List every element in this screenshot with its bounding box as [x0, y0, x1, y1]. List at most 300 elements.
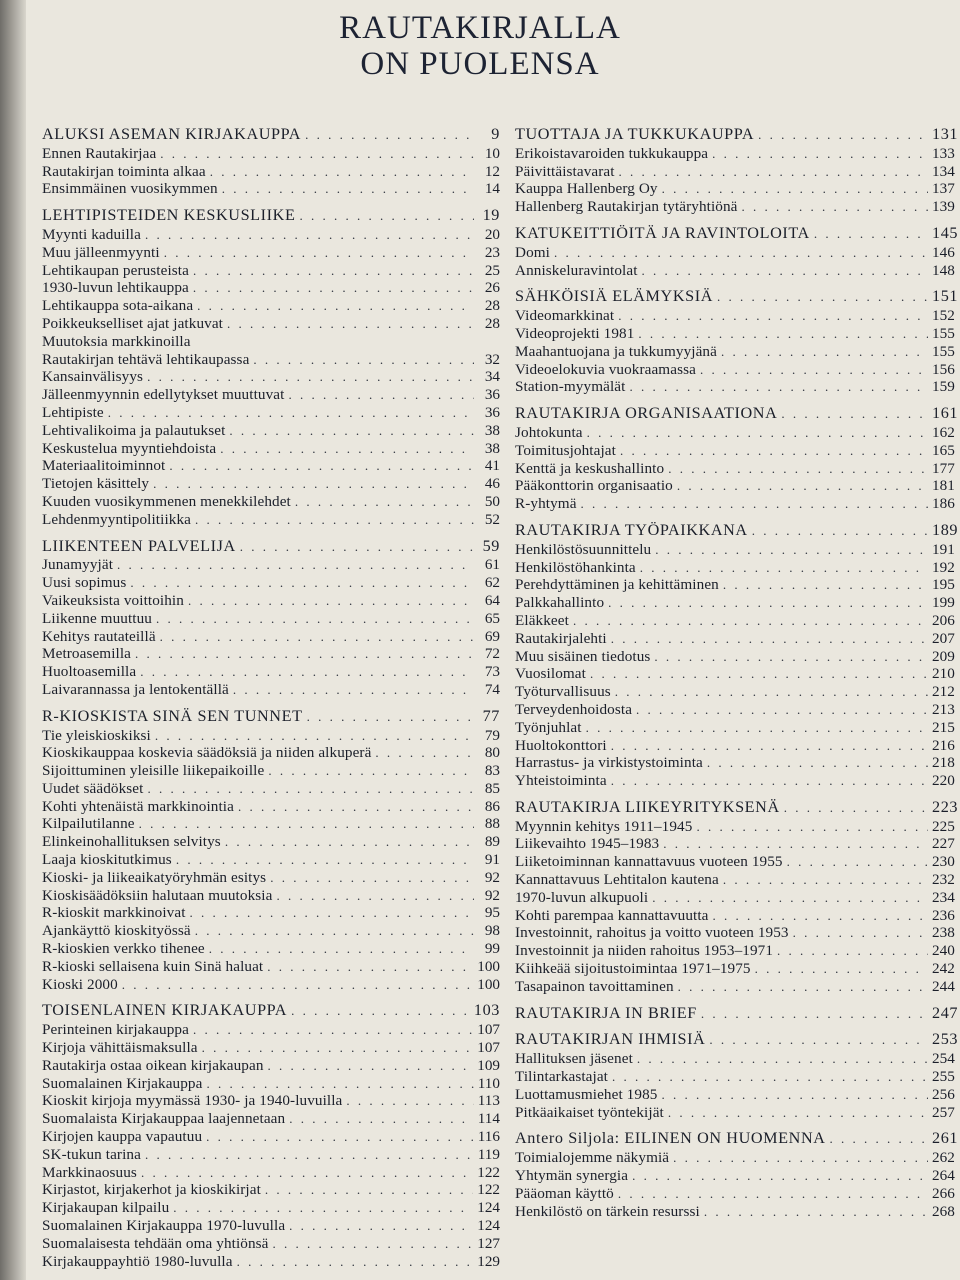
- toc-entry: [515, 198, 960, 216]
- toc-entry-label: Kirjojen kauppa vapautuu: [42, 1128, 203, 1146]
- toc-entry: [515, 665, 960, 683]
- toc-entry-label: Kilpailutilanne: [42, 815, 135, 833]
- toc-entry-page-number: 80: [484, 744, 500, 762]
- toc-entry: [515, 307, 960, 325]
- toc-entry-page-number: 212: [932, 683, 955, 701]
- toc-entry: [515, 145, 960, 163]
- toc-entry-page-number: 79: [484, 726, 500, 744]
- dot-leader: [611, 772, 928, 790]
- toc-entry-label: Kohti parempaa kannattavuutta: [515, 906, 709, 924]
- dot-leader: [652, 889, 928, 907]
- dot-leader: [145, 1146, 474, 1164]
- section-heading-label: Antero Siljola: EILINEN ON HUOMENNA: [515, 1129, 826, 1148]
- toc-entry: [515, 960, 960, 978]
- toc-entry: [42, 1057, 500, 1075]
- toc-entry: [515, 244, 960, 262]
- toc-entry: [42, 645, 500, 663]
- dot-leader: [618, 1185, 928, 1203]
- toc-entry-page-number: 256: [932, 1085, 955, 1103]
- dot-leader: [268, 1057, 474, 1075]
- toc-entry-label: Kirjakaupan kilpailu: [42, 1199, 170, 1217]
- toc-entry: [515, 1167, 960, 1185]
- toc-entry-label: SK-tukun tarina: [42, 1145, 141, 1163]
- toc-entry: [515, 180, 960, 198]
- toc-entry-page-number: 257: [932, 1103, 955, 1121]
- toc-entry-page-number: 113: [477, 1092, 500, 1110]
- toc-entry-page-number: 46: [484, 475, 500, 493]
- toc-entry: [42, 762, 500, 780]
- toc-entry-label: Maahantuojana ja tukkumyyjänä: [515, 342, 717, 360]
- toc-entry: [515, 754, 960, 772]
- toc-entry-page-number: 85: [484, 779, 500, 797]
- dot-leader: [700, 361, 928, 379]
- dot-leader: [709, 1031, 928, 1049]
- toc-entry: [515, 1149, 960, 1167]
- toc-entry-page-number: 89: [484, 833, 500, 851]
- toc-entry-label: Palkkahallinto: [515, 594, 605, 612]
- dot-leader: [784, 799, 928, 817]
- toc-entry-label: Kohti yhtenäistä markkinointia: [42, 797, 234, 815]
- section-heading-label: RAUTAKIRJAN IHMISIÄ: [515, 1030, 706, 1049]
- dot-leader: [291, 1002, 470, 1020]
- toc-entry-page-number: 181: [932, 477, 955, 495]
- toc-entry-label: Henkilöstö on tärkein resurssi: [515, 1202, 700, 1220]
- toc-entry-label: Kioskikauppaa koskevia säädöksiä ja niiden alkuperä: [42, 744, 372, 762]
- toc-entry-page-number: 107: [477, 1021, 500, 1039]
- toc-entry-page-number: 99: [484, 940, 500, 958]
- section-heading-page-number: 189: [932, 520, 959, 539]
- dot-leader: [156, 610, 474, 628]
- dot-leader: [197, 297, 474, 315]
- toc-entry-page-number: 38: [484, 421, 500, 439]
- toc-entry-label: Henkilöstösuunnittelu: [515, 540, 652, 558]
- toc-entry: [42, 262, 500, 280]
- toc-entry-page-number: 122: [477, 1181, 500, 1199]
- toc-entry: [42, 386, 500, 404]
- dot-leader: [299, 207, 474, 225]
- section-heading-label: LEHTIPISTEIDEN KESKUSLIIKE: [42, 206, 296, 225]
- toc-section: [515, 1130, 960, 1220]
- toc-entry-page-number: 109: [477, 1056, 500, 1074]
- toc-entry-page-number: 127: [477, 1234, 500, 1252]
- dot-leader: [608, 594, 928, 612]
- toc-entry: [515, 1185, 960, 1203]
- dot-leader: [206, 1128, 474, 1146]
- page-title: [0, 10, 960, 82]
- toc-entry: [42, 244, 500, 262]
- dot-leader: [723, 576, 928, 594]
- dot-leader: [305, 126, 474, 144]
- toc-entry-label: Pääoman käyttö: [515, 1184, 614, 1202]
- toc-entry: [42, 727, 500, 745]
- toc-entry-page-number: 266: [932, 1184, 955, 1202]
- toc-entry-label: R-yhtymä: [515, 495, 577, 513]
- dot-leader: [233, 681, 474, 699]
- toc-entry-page-number: 134: [932, 162, 955, 180]
- toc-entry: [42, 1217, 500, 1235]
- toc-entry: [515, 835, 960, 853]
- toc-entry-label: Laivarannassa ja lentokentällä: [42, 680, 229, 698]
- dot-leader: [618, 307, 928, 325]
- dot-leader: [701, 1005, 928, 1023]
- toc-entry: [42, 1181, 500, 1199]
- toc-entry-page-number: 73: [484, 663, 500, 681]
- section-heading-page-number: 223: [932, 797, 959, 816]
- toc-entry-page-number: 155: [932, 342, 955, 360]
- toc-section: [42, 126, 500, 198]
- toc-entry-label: Kannattavuus Lehtitalon kautena: [515, 871, 719, 889]
- toc-entry-page-number: 232: [932, 871, 955, 889]
- toc-entry: [42, 610, 500, 628]
- toc-entry: [42, 1092, 500, 1110]
- toc-entry: [42, 333, 500, 351]
- toc-entry: [515, 1203, 960, 1221]
- toc-entry-label: Investoinnit ja niiden rahoitus 1953–1971: [515, 942, 774, 960]
- toc-entry-page-number: 139: [932, 198, 955, 216]
- toc-entry-label: Eläkkeet: [515, 611, 569, 629]
- toc-entry: [515, 978, 960, 996]
- dot-leader: [108, 404, 474, 422]
- toc-entry-page-number: 52: [484, 510, 500, 528]
- toc-entry-page-number: 254: [932, 1050, 955, 1068]
- toc-entry: [42, 904, 500, 922]
- toc-entry-label: Pääkonttorin organisaatio: [515, 477, 673, 495]
- dot-leader: [640, 559, 928, 577]
- toc-entry-page-number: 74: [484, 680, 500, 698]
- toc-entry-page-number: 159: [932, 378, 955, 396]
- toc-entry: [42, 297, 500, 315]
- dot-leader: [227, 315, 474, 333]
- toc-entry-page-number: 100: [477, 975, 500, 993]
- toc-entry: [515, 1050, 960, 1068]
- toc-entry-page-number: 206: [932, 611, 955, 629]
- toc-entry-label: Hallenberg Rautakirjan tytäryhtiönä: [515, 198, 738, 216]
- dot-leader: [661, 1086, 928, 1104]
- dot-leader: [654, 648, 928, 666]
- toc-entry: [42, 1146, 500, 1164]
- dot-leader: [267, 958, 473, 976]
- toc-entry-label: Suomalaisesta tehdään oma yhtiönsä: [42, 1234, 269, 1252]
- toc-entry: [42, 574, 500, 592]
- dot-leader: [629, 378, 928, 396]
- dot-leader: [638, 325, 928, 343]
- toc-entry-page-number: 23: [484, 243, 500, 261]
- toc-entry-page-number: 10: [484, 144, 500, 162]
- toc-entry-label: Kenttä ja keskushallinto: [515, 459, 665, 477]
- toc-entry-label: Hallituksen jäsenet: [515, 1050, 633, 1068]
- toc-entry-label: Ajankäyttö kioskityössä: [42, 922, 191, 940]
- section-heading-label: LIIKENTEEN PALVELIJA: [42, 536, 236, 555]
- dot-leader: [210, 163, 474, 181]
- toc-entry-page-number: 238: [932, 924, 955, 942]
- toc-entry: [42, 1110, 500, 1128]
- toc-entry-label: Vaikeuksista voittoihin: [42, 591, 184, 609]
- toc-entry-page-number: 20: [484, 225, 500, 243]
- dot-leader: [141, 1164, 473, 1182]
- toc-entry-label: Liiketoiminnan kannattavuus vuoteen 1955: [515, 853, 783, 871]
- toc-entry-label: Tilintarkastajat: [515, 1068, 608, 1086]
- toc-entry: [42, 1021, 500, 1039]
- toc-entry: [42, 1075, 500, 1093]
- toc-entry-page-number: 12: [484, 162, 500, 180]
- toc-entry-page-number: 69: [484, 627, 500, 645]
- toc-entry-label: Kioski 2000: [42, 975, 118, 993]
- dot-leader: [276, 887, 474, 905]
- section-heading-label: TOISENLAINEN KIRJAKAUPPA: [42, 1001, 288, 1020]
- toc-entry-page-number: 25: [484, 261, 500, 279]
- dot-leader: [195, 511, 474, 529]
- section-heading-label: SÄHKÖISIÄ ELÄMYKSIÄ: [515, 287, 714, 306]
- dot-leader: [193, 1021, 473, 1039]
- toc-entry: [515, 594, 960, 612]
- toc-entry-label: Henkilöstöhankinta: [515, 558, 636, 576]
- dot-leader: [814, 225, 928, 243]
- toc-entry: [42, 940, 500, 958]
- dot-leader: [673, 1149, 928, 1167]
- toc-entry-page-number: 92: [484, 886, 500, 904]
- toc-entry-label: Suomalainen Kirjakauppa 1970-luvulla: [42, 1217, 286, 1235]
- toc-entry-label: Kehitys rautateillä: [42, 627, 156, 645]
- toc-entry-label: Laaja kioskitutkimus: [42, 851, 172, 869]
- dot-leader: [225, 833, 474, 851]
- toc-entry: [515, 1104, 960, 1122]
- section-heading: [515, 405, 960, 423]
- toc-entry-page-number: 156: [932, 360, 955, 378]
- dot-leader: [655, 541, 928, 559]
- toc-entry: [515, 477, 960, 495]
- toc-entry-label: Kuuden vuosikymmenen menekkilehdet: [42, 492, 291, 510]
- toc-entry: [515, 701, 960, 719]
- toc-entry-label: Rautakirjan tehtävä lehtikaupassa: [42, 350, 250, 368]
- toc-entry-page-number: 133: [932, 144, 955, 162]
- toc-entry: [515, 343, 960, 361]
- dot-leader: [777, 942, 928, 960]
- toc-entry-page-number: 220: [932, 772, 955, 790]
- toc-entry-label: Sijoittuminen yleisille liikepaikoille: [42, 762, 265, 780]
- toc-entry-label: Ennen Rautakirjaa: [42, 144, 157, 162]
- toc-entry-label: Erikoistavaroiden tukkukauppa: [515, 144, 709, 162]
- toc-entry: [515, 648, 960, 666]
- toc-entry-label: Muu jälleenmyynti: [42, 243, 160, 261]
- dot-leader: [721, 343, 928, 361]
- toc-entry: [515, 924, 960, 942]
- toc-entry: [42, 351, 500, 369]
- toc-entry-page-number: 91: [484, 851, 500, 869]
- dot-leader: [611, 630, 928, 648]
- toc-entry: [42, 226, 500, 244]
- section-heading: [515, 522, 960, 540]
- section-heading-page-number: 145: [932, 223, 959, 242]
- dot-leader: [140, 663, 474, 681]
- toc-entry: [515, 541, 960, 559]
- toc-entry-page-number: 216: [932, 736, 955, 754]
- dot-leader: [164, 244, 474, 262]
- dot-leader: [135, 645, 474, 663]
- toc-entry-page-number: 36: [484, 386, 500, 404]
- toc-entry-label: Station-myymälät: [515, 378, 626, 396]
- toc-entry-page-number: 227: [932, 835, 955, 853]
- toc-entry-label: Uudet säädökset: [42, 779, 144, 797]
- toc-entry-page-number: 218: [932, 754, 955, 772]
- toc-entry: [42, 180, 500, 198]
- toc-entry-label: Metroasemilla: [42, 645, 132, 663]
- toc-entry-page-number: 65: [484, 609, 500, 627]
- dot-leader: [642, 262, 928, 280]
- section-heading-page-number: 9: [491, 126, 500, 143]
- toc-entry-label: Lehtivalikoima ja palautukset: [42, 421, 226, 439]
- toc-entry-page-number: 116: [477, 1128, 500, 1146]
- toc-entry-page-number: 100: [477, 957, 500, 975]
- toc-entry-label: Pitkäaikaiset työntekijät: [515, 1103, 664, 1121]
- dot-leader: [176, 851, 474, 869]
- toc-entry-page-number: 244: [932, 977, 955, 995]
- dot-leader: [220, 440, 474, 458]
- dot-leader: [139, 815, 474, 833]
- toc-entry-label: Kirjakauppayhtiö 1980-luvulla: [42, 1252, 233, 1270]
- toc-entry-page-number: 119: [477, 1145, 500, 1163]
- section-heading-label: R-KIOSKISTA SINÄ SEN TUNNET: [42, 706, 303, 725]
- toc-entry-label: Liikevaihto 1945–1983: [515, 835, 660, 853]
- dot-leader: [611, 737, 928, 755]
- toc-section: [515, 522, 960, 790]
- section-heading: [515, 1031, 960, 1049]
- book-gutter-shadow: [0, 0, 26, 1280]
- section-heading: [42, 126, 500, 144]
- toc-entry-page-number: 137: [932, 180, 955, 198]
- dot-leader: [615, 683, 928, 701]
- section-heading-label: TUOTTAJA JA TUKKUKAUPPA: [515, 126, 755, 143]
- toc-entry-label: R-kioskien verkko tihenee: [42, 940, 205, 958]
- toc-entry: [515, 163, 960, 181]
- dot-leader: [755, 960, 928, 978]
- dot-leader: [169, 457, 474, 475]
- section-heading: [515, 225, 960, 243]
- toc-entry-label: Lehdenmyyntipolitiikka: [42, 510, 191, 528]
- toc-entry-page-number: 36: [484, 403, 500, 421]
- toc-entry-label: Rautakirja ostaa oikean kirjakaupan: [42, 1056, 264, 1074]
- toc-entry-label: Kirjastot, kirjakerhot ja kioskikirjat: [42, 1181, 261, 1199]
- toc-entry: [515, 361, 960, 379]
- toc-entry-page-number: 240: [932, 942, 955, 960]
- toc-entry-label: Kioskit kirjoja myymässä 1930- ja 1940-luvuilla: [42, 1092, 343, 1110]
- dot-leader: [188, 592, 474, 610]
- toc-entry-page-number: 41: [484, 457, 500, 475]
- section-heading-label: RAUTAKIRJA LIIKEYRITYKSENÄ: [515, 797, 780, 816]
- dot-leader: [237, 1253, 474, 1271]
- toc-entry-page-number: 107: [477, 1039, 500, 1057]
- toc-entry: [42, 493, 500, 511]
- dot-leader: [752, 522, 928, 540]
- section-heading: [42, 708, 500, 726]
- toc-entry-label: Liikenne muuttuu: [42, 609, 153, 627]
- toc-entry-page-number: 61: [484, 556, 500, 574]
- dot-leader: [696, 818, 928, 836]
- dot-leader: [193, 279, 474, 297]
- dot-leader: [265, 1181, 473, 1199]
- toc-entry-label: Jälleenmyynnin edellytykset muuttuvat: [42, 386, 285, 404]
- toc-entry-label: Kioski- ja liikeaikatyöryhmän esitys: [42, 868, 267, 886]
- dot-leader: [793, 924, 928, 942]
- toc-entry: [42, 663, 500, 681]
- toc-entry: [42, 744, 500, 762]
- dot-leader: [288, 386, 474, 404]
- toc-entry-page-number: 199: [932, 594, 955, 612]
- toc-entry-page-number: 255: [932, 1068, 955, 1086]
- dot-leader: [289, 1217, 473, 1235]
- toc-entry-label: Yhteistoiminta: [515, 772, 607, 790]
- toc-entry-label: Tietojen käsittely: [42, 475, 150, 493]
- toc-entry-label: Suomalainen Kirjakauppa: [42, 1074, 203, 1092]
- dot-leader: [590, 665, 928, 683]
- toc-entry: [515, 942, 960, 960]
- section-heading-page-number: 131: [932, 126, 959, 143]
- toc-entry: [515, 559, 960, 577]
- toc-entry-page-number: 225: [932, 817, 955, 835]
- dot-leader: [668, 460, 928, 478]
- toc-entry-label: Perehdyttäminen ja kehittäminen: [515, 576, 719, 594]
- section-heading-page-number: 19: [482, 206, 500, 225]
- toc-section: [515, 1005, 960, 1023]
- section-heading: [515, 799, 960, 817]
- section-heading-page-number: 161: [932, 404, 959, 423]
- dot-leader: [173, 1199, 473, 1217]
- toc-entry: [515, 630, 960, 648]
- dot-leader: [677, 477, 928, 495]
- toc-entry: [42, 780, 500, 798]
- dot-leader: [130, 574, 474, 592]
- toc-entry-page-number: 192: [932, 558, 955, 576]
- toc-entry: [42, 368, 500, 386]
- toc-entry-label: Kioskisäädöksiin halutaan muutoksia: [42, 886, 273, 904]
- toc-entry-page-number: 83: [484, 762, 500, 780]
- dot-leader: [586, 719, 928, 737]
- toc-entry-label: Johtokunta: [515, 423, 583, 441]
- toc-entry-label: Suomalaista Kirjakauppaa laajennetaan: [42, 1110, 286, 1128]
- dot-leader: [206, 1075, 473, 1093]
- toc-entry: [515, 612, 960, 630]
- toc-entry-label: Myynti kaduilla: [42, 225, 141, 243]
- section-heading: [42, 538, 500, 556]
- toc-entry-page-number: 32: [484, 350, 500, 368]
- dot-leader: [147, 368, 474, 386]
- dot-leader: [122, 976, 473, 994]
- dot-leader: [375, 744, 474, 762]
- toc-entry-label: Lehtipiste: [42, 403, 104, 421]
- toc-entry-label: Muutoksia markkinoilla: [42, 332, 191, 350]
- toc-section: [42, 1002, 500, 1270]
- toc-entry-page-number: 114: [477, 1110, 500, 1128]
- toc-entry-label: Työnjuhlat: [515, 718, 582, 736]
- toc-entry-page-number: 264: [932, 1167, 955, 1185]
- dot-leader: [632, 1167, 928, 1185]
- toc-entry: [515, 737, 960, 755]
- toc-entry-label: Luottamusmiehet 1985: [515, 1085, 658, 1103]
- section-heading-page-number: 103: [473, 1001, 500, 1020]
- toc-entry: [515, 772, 960, 790]
- toc-entry-label: Rautakirjan toiminta alkaa: [42, 162, 206, 180]
- toc-entry-page-number: 64: [484, 591, 500, 609]
- toc-entry-label: Videomarkkinat: [515, 307, 615, 325]
- dot-leader: [619, 163, 928, 181]
- dot-leader: [202, 1039, 474, 1057]
- toc-entry: [42, 1253, 500, 1271]
- toc-entry: [515, 853, 960, 871]
- toc-entry-page-number: 34: [484, 368, 500, 386]
- toc-entry-page-number: 155: [932, 324, 955, 342]
- toc-section: [515, 799, 960, 996]
- toc-entry-page-number: 191: [932, 540, 955, 558]
- toc-entry: [515, 719, 960, 737]
